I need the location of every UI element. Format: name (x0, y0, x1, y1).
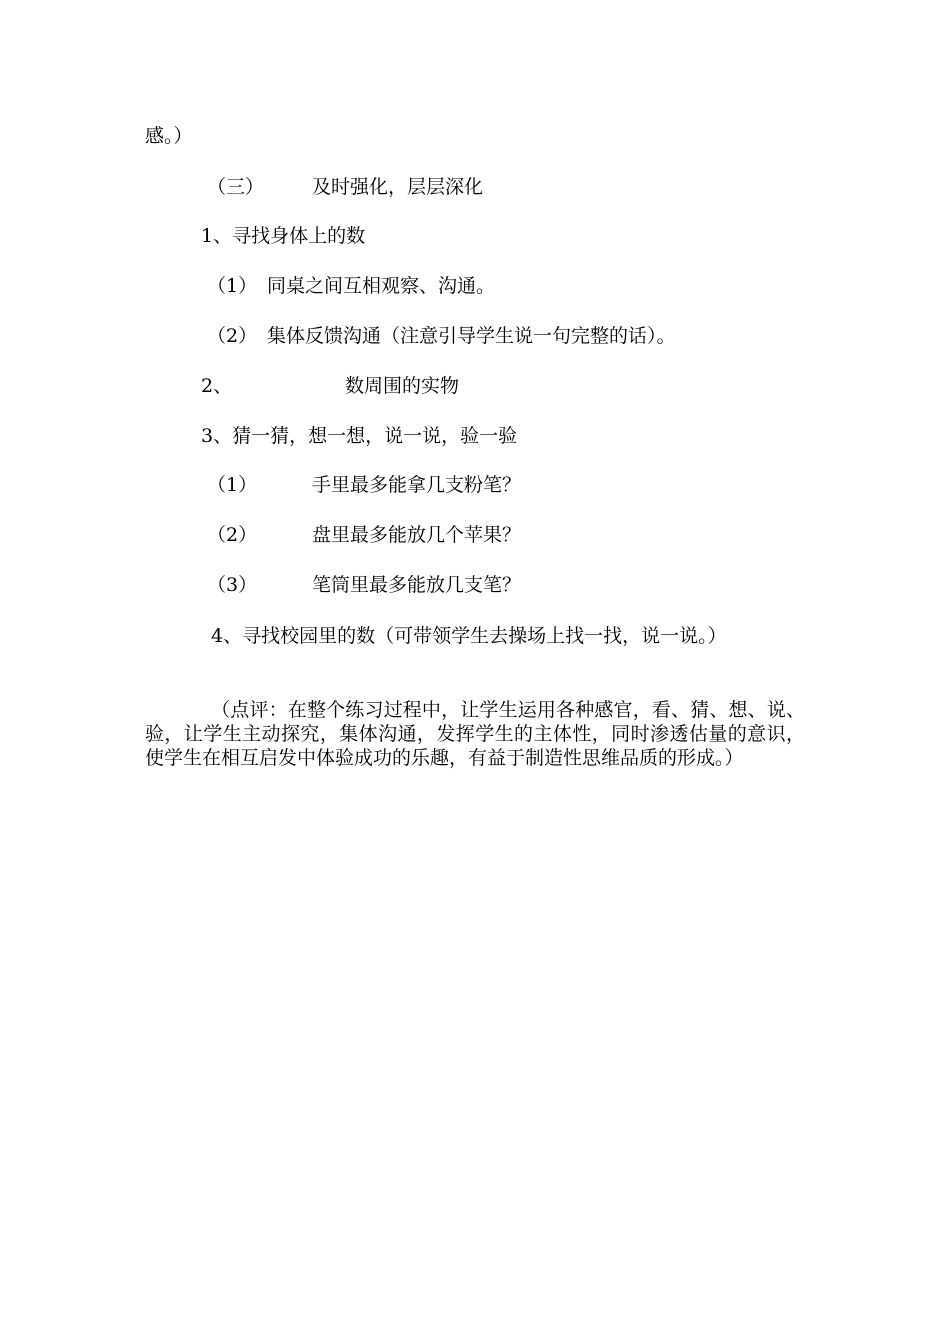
item-1-1-number: （1） (207, 275, 258, 297)
item-3-3-text: 笔筒里最多能放几支笔？ (312, 574, 522, 596)
item-3-3 (207, 573, 521, 597)
item-3-1-text: 手里最多能拿几支粉笔？ (312, 474, 522, 496)
item-1-2 (207, 324, 676, 348)
item-3-heading: 3、猜一猜，想一想，说一说，验一验 (201, 425, 518, 447)
section-label: （三） (207, 176, 265, 198)
item-2-heading (201, 374, 459, 398)
item-1-heading: 1、寻找身体上的数 (201, 225, 366, 247)
section-title: 及时强化，层层深化 (312, 176, 484, 198)
item-4-paragraph (145, 624, 805, 648)
item-1-2-text: 集体反馈沟通（注意引导学生说一句完整的话）。 (267, 325, 676, 347)
item-3-3-number: （3） (207, 574, 258, 596)
item-3-2-text: 盘里最多能放几个苹果？ (312, 524, 522, 546)
item-3-1-number: （1） (207, 474, 258, 496)
continuation-text: 感。） (145, 125, 193, 147)
item-1-1-text: 同桌之间互相观察、沟通。 (267, 275, 496, 297)
item-1-1 (207, 274, 495, 298)
item-3-2 (207, 523, 521, 547)
item-2-number: 2、 (201, 375, 233, 397)
item-3-1 (207, 473, 521, 497)
item-3-2-number: （2） (207, 524, 258, 546)
section-heading (207, 175, 483, 199)
item-4-text: 4、寻找校园里的数（可带领学生去操场上找一找，说一说。） (211, 625, 727, 647)
comment-paragraph (145, 698, 805, 770)
item-2-text: 数周围的实物 (345, 375, 460, 397)
comment-text: （点评：在整个练习过程中，让学生运用各种感官，看、猜、想、说、验，让学生主动探究，集体沟通，发挥学生的主体性，同时渗透估量的意识，使学生在相互启发中体验成功的乐趣，有益于制造性思维品质的形成。） (145, 699, 805, 769)
item-1-2-number: （2） (207, 325, 258, 347)
